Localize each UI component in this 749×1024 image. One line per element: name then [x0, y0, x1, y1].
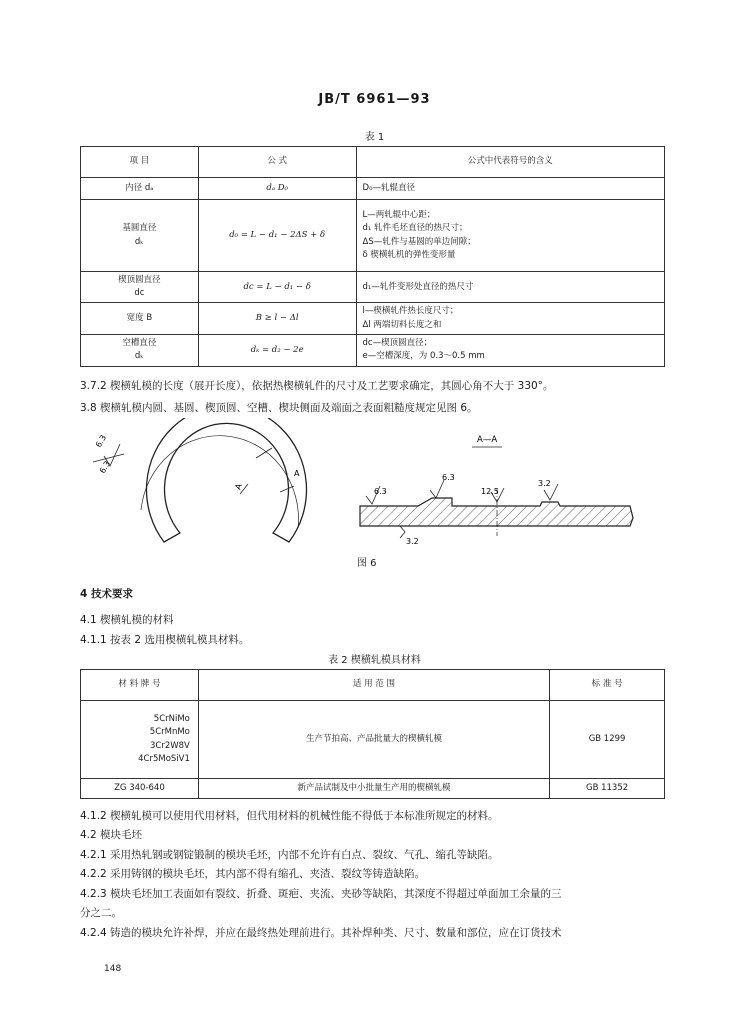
table2-scope: 生产节拍高、产品批量大的楔横轧模: [198, 701, 549, 779]
table-row: [81, 200, 665, 272]
table1-title: 表 1: [364, 132, 385, 143]
meaning-line: dc—楔顶圆直径；: [362, 338, 433, 349]
table1-meaning: [356, 200, 664, 272]
table1-item-symbol: dc: [134, 288, 145, 299]
table2-standard: GB 1299: [550, 701, 665, 779]
table1-formula: B ≥ l − Δl: [198, 303, 356, 334]
paragraph-4-2-4: 4.2.4 铸造的模块允许补焊，并应在最终热处理前进行。其补焊种类、尺寸、数量和部位，应在订货技术: [80, 927, 562, 939]
table-row: [81, 334, 665, 366]
document-header: JB/T 6961—93: [318, 92, 431, 107]
meaning-line: L—两轧辊中心距；: [362, 210, 436, 221]
table1-item-symbol: dₖ: [134, 351, 144, 362]
table1-formula: dₐ D₀: [198, 178, 356, 200]
material-name: 5CrMnMo: [149, 727, 190, 738]
roughness-value: 3.2: [406, 537, 419, 546]
table1-item: [81, 178, 199, 200]
section-profile: [360, 473, 633, 546]
roughness-value: 12.5: [481, 487, 499, 496]
table-row: [81, 178, 665, 200]
figure-6: [80, 418, 665, 573]
table1-item-text: 空槽直径: [122, 338, 157, 349]
paragraph-3-8: 3.8 楔横轧模内圆、基圆、楔顶圆、空槽、楔块侧面及端面之表面粗糙度规定见图 6。: [80, 402, 478, 414]
table1-item-symbol: dₖ: [134, 236, 144, 247]
table-row: [81, 779, 665, 799]
table1-formula: dc = L − d₁ − δ: [198, 272, 356, 303]
meaning-line: e—空槽深度，为 0.3～0.5 mm: [362, 351, 485, 362]
table1-meaning: [356, 334, 664, 366]
ring-die-drawing: [141, 418, 307, 542]
table1: [80, 146, 665, 367]
table1-formula: d₀ = L − d₁ − 2ΔS + δ: [198, 200, 356, 272]
table2-header-scope: 适 用 范 围: [198, 670, 549, 701]
meaning-line: D₀—轧辊直径: [362, 182, 415, 193]
table2-header-material: 材 料 牌 号: [81, 670, 199, 701]
material-name: 5CrNiMo: [153, 714, 190, 725]
table1-meaning: [356, 303, 664, 334]
table1-header-row: [81, 147, 665, 178]
table1-formula: dₖ = d₂ − 2e: [198, 334, 356, 366]
meaning-line: δ 楔横轧机的弹性变形量: [362, 249, 456, 260]
section-4-heading: 4 技术要求: [80, 588, 133, 600]
table-row: [81, 303, 665, 334]
paragraph-4-2-3: 4.2.3 模块毛坯加工表面如有裂纹、折叠、斑疤、夹流、夹砂等缺陷，其深度不得超过单面加工余量的三: [80, 888, 562, 900]
table1-item-text: 基圆直径: [122, 223, 157, 234]
section-4-2-heading: 4.2 模块毛坯: [80, 829, 143, 841]
material-name: ZG 340-640: [114, 782, 165, 793]
meaning-line: d₁ 轧件毛坯直径的热尺寸；: [362, 223, 468, 234]
table1-item-text: 内径 dₐ: [125, 182, 154, 193]
table1-item: [81, 334, 199, 366]
meaning-line: d₁—轧件变形处直径的热尺寸: [362, 281, 474, 292]
table2-materials: [81, 701, 199, 779]
paragraph-4-1-2: 4.1.2 楔横轧模可以使用代用材料，但代用材料的机械性能不得低于本标准所规定的材料。: [80, 810, 499, 822]
table-row: [81, 272, 665, 303]
table2-standard: GB 11352: [550, 779, 665, 799]
table2-scope: 新产品试制及中小批量生产用的楔横轧模: [198, 779, 549, 799]
paragraph-3-7-2: 3.7.2 楔横轧模的长度（展开长度），依据热楔横轧件的尺寸及工艺要求确定，其圆心角不大于 330°。: [80, 380, 554, 392]
table2: [80, 669, 665, 799]
roughness-value: 6.3: [442, 473, 455, 482]
table1-item-text: 楔顶圆直径: [118, 275, 161, 285]
table2-header-standard: 标 准 号: [550, 670, 665, 701]
roughness-mark: [93, 433, 124, 475]
section-title: A—A: [477, 435, 498, 445]
material-name: 3Cr2W8V: [150, 740, 190, 751]
roughness-value: 3.2: [538, 479, 551, 488]
roughness-value: 6.3: [97, 459, 113, 475]
table1-item: 宽度 B: [81, 303, 199, 334]
table1-meaning: [356, 178, 664, 200]
meaning-line: l—楔横轧件热长度尺寸；: [362, 306, 459, 317]
table1-header-formula: 公 式: [198, 147, 356, 178]
table1-header-item: 项 目: [81, 147, 199, 178]
table1-item: [81, 272, 199, 303]
table2-title: 表 2 楔横轧模具材料: [328, 655, 421, 666]
section-letter: A: [233, 482, 244, 491]
page-number: 148: [104, 964, 122, 974]
section-4-1-heading: 4.1 楔横轧模的材料: [80, 614, 174, 626]
paragraph-4-2-1: 4.2.1 采用热轧钢或钢锭锻制的模块毛坯，内部不允许有白点、裂纹、气孔、缩孔等缺陷。: [80, 849, 499, 861]
table1-item: [81, 200, 199, 272]
table2-header-row: [81, 670, 665, 701]
meaning-line: ΔS—轧件与基圆的单边间隙；: [362, 236, 476, 247]
section-letter: A: [294, 469, 300, 478]
table1-header-meaning: 公式中代表符号的含义: [356, 147, 664, 178]
paragraph-4-1-1: 4.1.1 按表 2 选用楔横轧模具材料。: [80, 634, 250, 646]
paragraph-4-2-2: 4.2.2 采用铸钢的模块毛坯，其内部不得有缩孔、夹渣、裂纹等铸造缺陷。: [80, 868, 426, 880]
table1-meaning: [356, 272, 664, 303]
figure-6-caption: 图 6: [357, 558, 377, 569]
roughness-value: 6.3: [374, 487, 387, 496]
paragraph-4-2-3-cont: 分之二。: [80, 907, 122, 919]
table2-materials: [81, 779, 199, 799]
material-name: 4Cr5MoSiV1: [138, 753, 190, 764]
roughness-value: 6.3: [93, 433, 109, 449]
table-row: [81, 701, 665, 779]
meaning-line: Δl 两端切料长度之和: [362, 319, 442, 330]
